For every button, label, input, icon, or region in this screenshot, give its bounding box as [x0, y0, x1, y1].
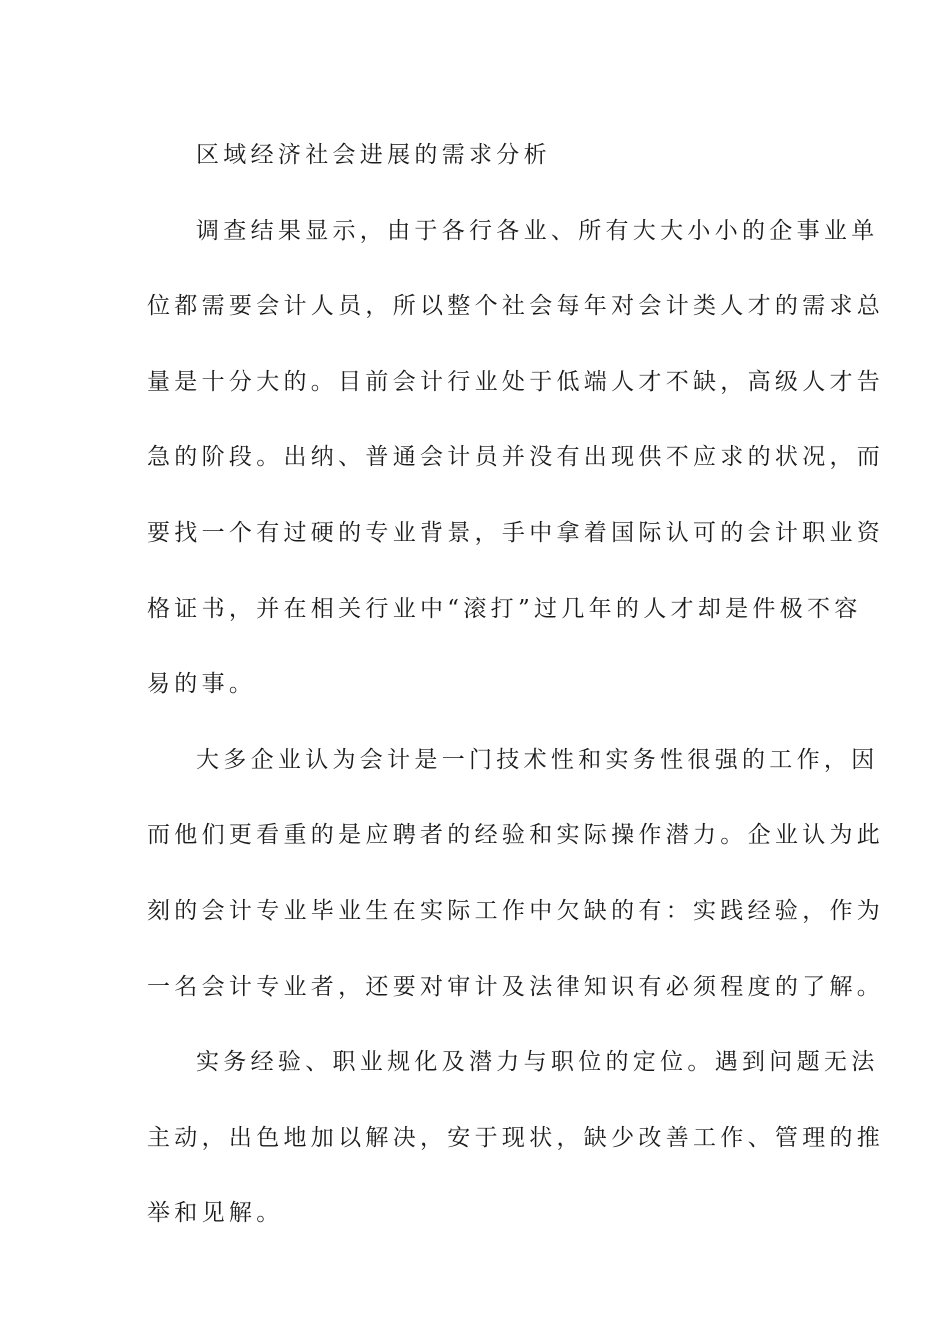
paragraph-line: 急的阶段。出纳、普通会计员并没有出现供不应求的状况，而	[147, 444, 885, 471]
paragraph-line: 大多企业认为会计是一门技术性和实务性很强的工作，因	[196, 746, 879, 773]
heading-paragraph	[147, 118, 803, 194]
paragraph-line: 要找一个有过硬的专业背景，手中拿着国际认可的会计职业资	[147, 519, 885, 546]
paragraph-experience	[147, 1025, 885, 1252]
paragraph-line: 格证书，并在相关行业中“滚打”过几年的人才却是件极不容	[147, 595, 862, 622]
paragraph-survey-results	[147, 194, 885, 723]
paragraph-line: 而他们更看重的是应聘者的经验和实际操作潜力。企业认为此	[147, 822, 885, 849]
paragraph-line: 刻的会计专业毕业生在实际工作中欠缺的有：实践经验，作为	[147, 897, 885, 924]
paragraph-line: 主动，出色地加以解决，安于现状，缺少改善工作、管理的推	[147, 1124, 885, 1151]
paragraph-line: 举和见解。	[147, 1200, 284, 1227]
paragraph-line: 实务经验、职业规化及潜力与职位的定位。遇到问题无法	[196, 1049, 879, 1076]
paragraph-employer-views	[147, 723, 885, 1025]
paragraph-line: 量是十分大的。目前会计行业处于低端人才不缺，高级人才告	[147, 368, 885, 395]
document-page	[147, 118, 885, 1252]
paragraph-line: 位都需要会计人员，所以整个社会每年对会计类人才的需求总	[147, 293, 885, 320]
paragraph-line: 调查结果显示，由于各行各业、所有大大小小的企事业单	[196, 217, 879, 244]
heading-line: 区域经济社会进展的需求分析	[196, 142, 551, 168]
paragraph-line: 易的事。	[147, 671, 257, 698]
paragraph-line: 一名会计专业者，还要对审计及法律知识有必须程度的了解。	[147, 973, 885, 1000]
